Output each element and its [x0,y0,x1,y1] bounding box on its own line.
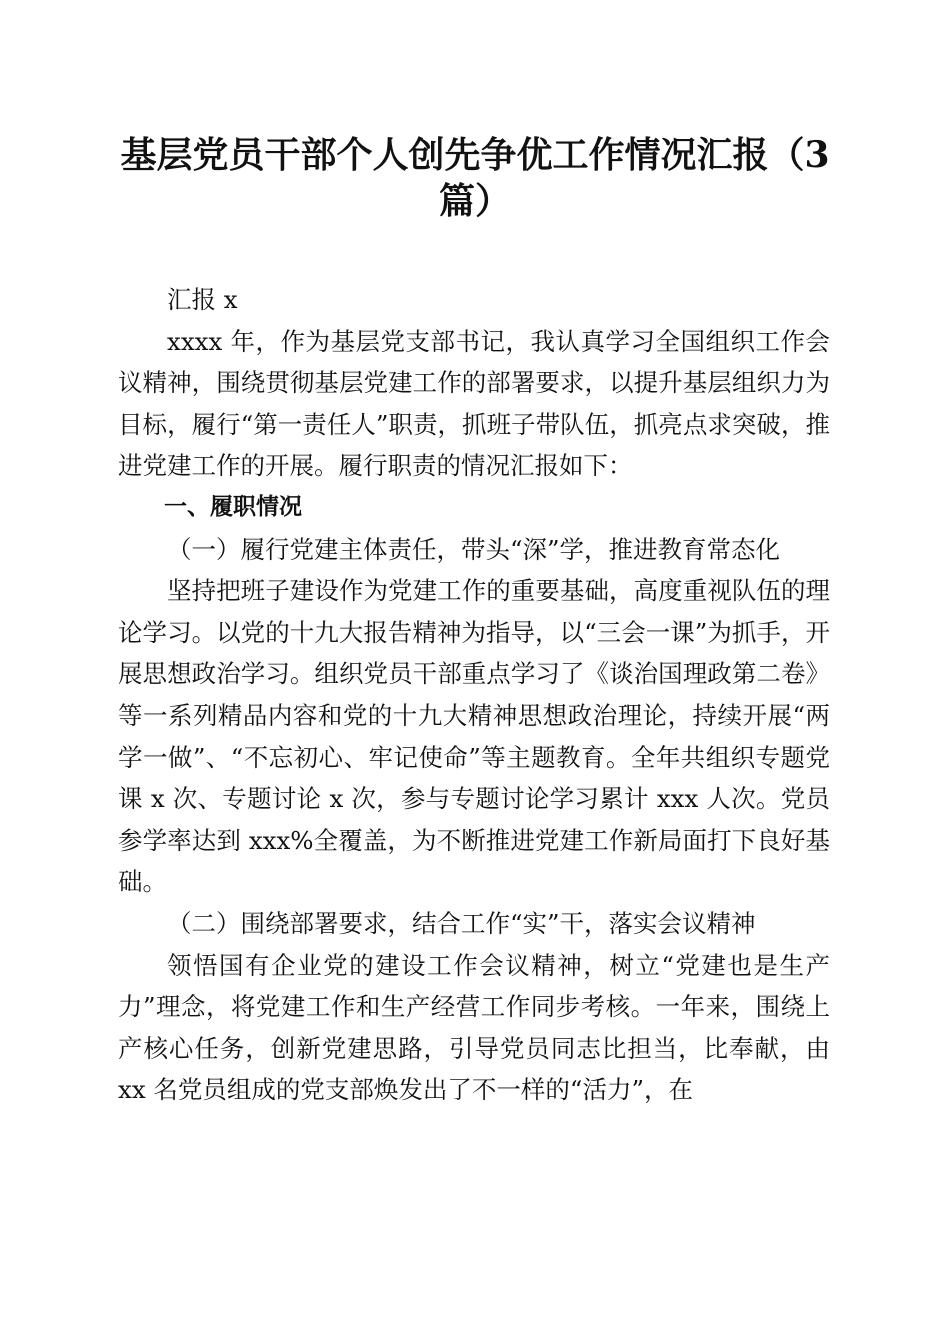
document-body [118,279,830,1111]
section-heading-1: 一、履职情况 [164,493,302,520]
subsection-1-paragraph: 坚持把班子建设作为党建工作的重要基础，高度重视队伍的理论学习。以党的十九大报告精神为指导，以“三会一课”为抓手，开展思想政治学习。组织党员干部重点学习了《谈治国理政第二卷》等一系列精品内容和党的十九大精神思想政治理论，持续开展“两学一做”、“不忘初心、牢记使命”等主题教育。全年共组织专题党课 x 次、专题讨论 x 次，参与专题讨论学习累计 xxx 人次。党员参学率达到 xxx%全覆盖，为不断推进党建工作新局面打下良好基础。 [118,576,830,897]
subsection-heading-1: （一）履行党建主体责任，带头“深”学，推进教育常态化 [167,534,781,564]
document-title [110,132,840,224]
title-line-2: 篇） [438,180,511,222]
subsection-heading-2: （二）围绕部署要求，结合工作“实”干，落实会议精神 [167,908,756,938]
intro-paragraph: xxxx 年，作为基层党支部书记，我认真学习全国组织工作会议精神，围绕贯彻基层党建工作的部署要求，以提升基层组织力为目标，履行“第一责任人”职责，抓班子带队伍，抓亮点求突破，推进党建工作的开展。履行职责的情况汇报如下： [118,326,830,481]
title-line-1: 基层党员干部个人创先争优工作情况汇报（3 [120,134,830,176]
subsection-2-paragraph: 领悟国有企业党的建设工作会议精神，树立“党建也是生产力”理念，将党建工作和生产经营工作同步考核。一年来，围绕上产核心任务，创新党建思路，引导党员同志比担当，比奉献，由 xx 名党员组成的党支部焕发出了不一样的“活力”，在 [118,950,830,1105]
byline: 汇报 x [167,285,238,314]
